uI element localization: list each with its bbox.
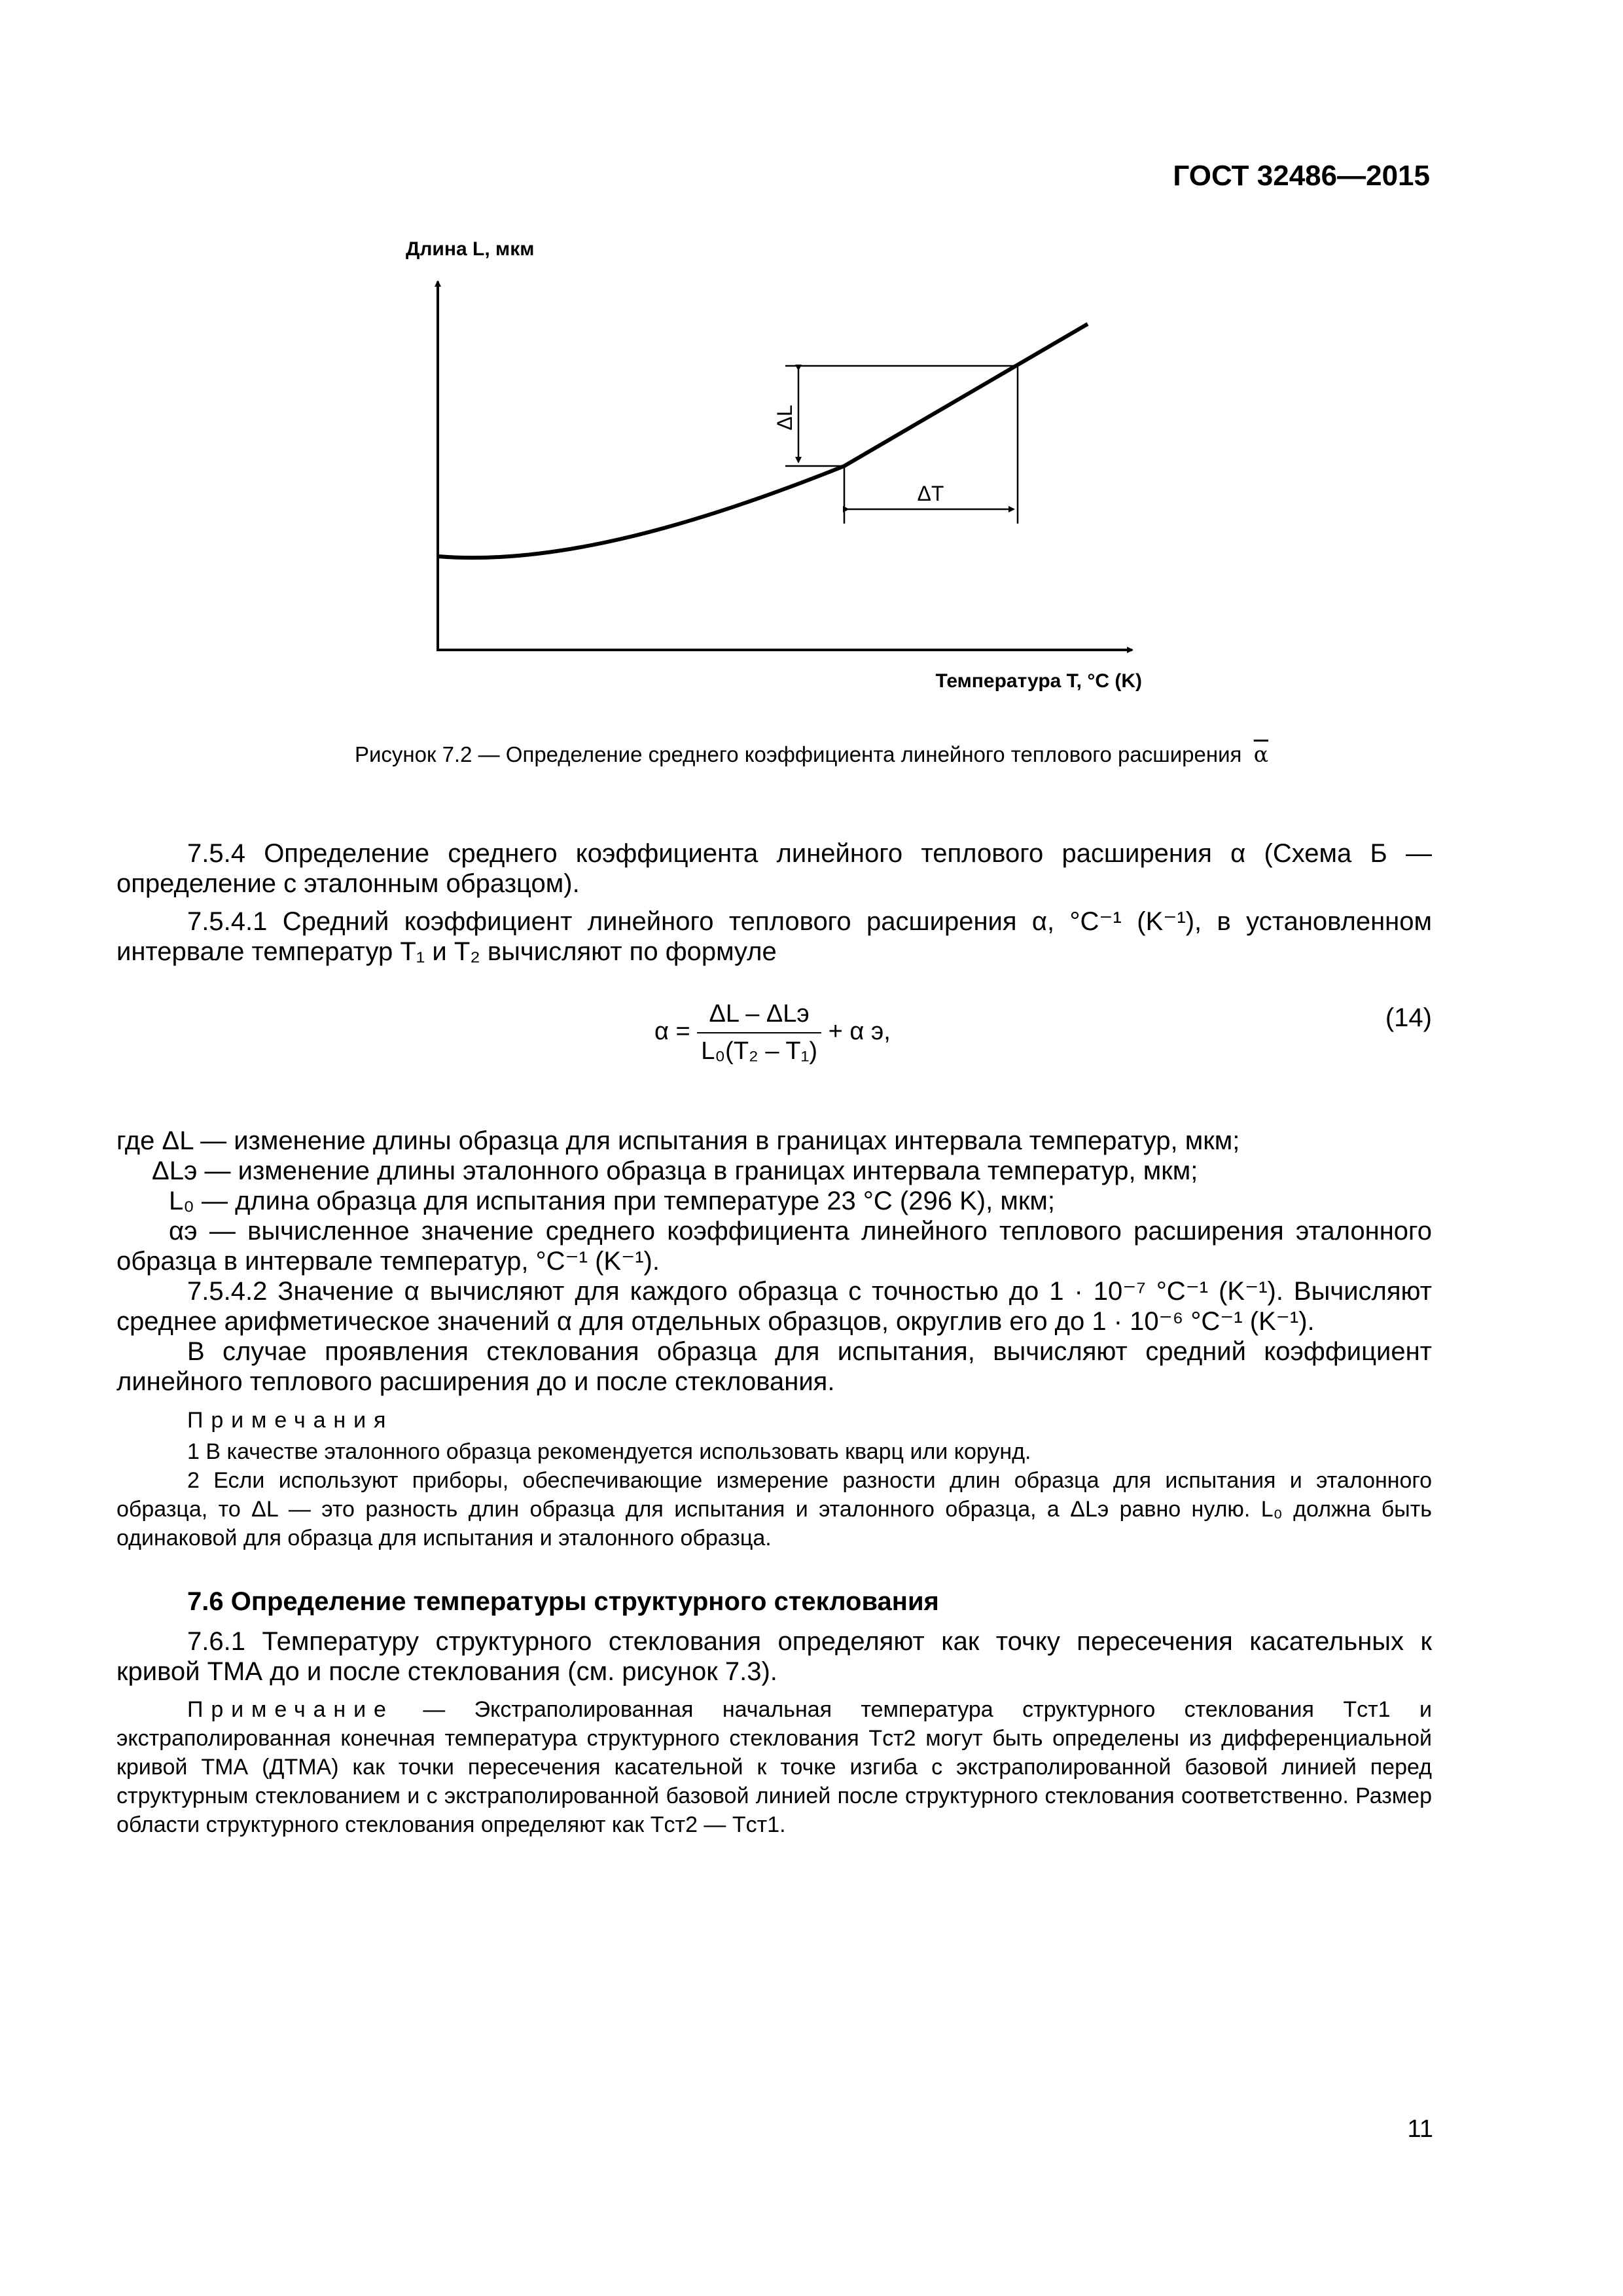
where-line-1: где ΔL — изменение длины образца для испытания в границах интервала температур, мкм; [116,1126,1240,1155]
note-1: 1 В качестве эталонного образца рекомендуется использовать кварц или корунд. [187,1439,1031,1464]
paragraph-7-5-4-2: 7.5.4.2 Значение α вычисляют для каждого образца с точностью до 1 · 10⁻⁷ °C⁻¹ (K⁻¹). Вычисляют среднее арифметическое значений α для отдельных образцов, округлив его до 1 · 10⁻⁶ °C⁻¹ (K⁻¹). [116,1277,1432,1336]
note-7-6: Примечание — Экстраполированная начальная температура структурного стеклования Tст1 и экстраполированная конечная температура структурного стеклования Tст2 могут быть определены из дифференциальной кривой ТМА (ДТМА) как точки пересечения касательной к точке изгиба с экстраполированной базовой линией перед структурным стеклованием и с экстраполированной базовой линией после структурного стеклования соответственно. Размер области структурного стеклования определяют как Tст2 — Tст1. [116,1697,1432,1837]
alpha-bar-symbol: $\overline{\alpha}$ [1253,742,1269,767]
paragraph-7-5-4: 7.5.4 Определение среднего коэффициента линейного теплового расширения α (Схема Б — определение с эталонным образцом). [116,839,1432,898]
equation-number: (14) [1385,1003,1432,1032]
formula-14: α = $\frac{\text{ΔL – ΔLэ}}{\text{L₀(T₂ – T₁)}}$ + α э, [654,1000,891,1065]
x-axis-label: Температура T, °C (K) [935,670,1142,692]
paragraph-glass-transition: В случае проявления стеклования образца для испытания, вычисляют средний коэффициент линейного теплового расширения до и после стеклования. [116,1337,1432,1396]
page-number: 11 [1407,2115,1433,2143]
where-line-2: ΔLэ — изменение длины эталонного образца в границах интервала температур, мкм; [152,1157,1198,1185]
delta-l-label: ΔL [773,404,796,431]
where-line-3: L₀ — длина образца для испытания при температуре 23 °C (296 K), мкм; [169,1187,1055,1215]
where-line-4: αэ — вычисленное значение среднего коэффициента линейного теплового расширения эталонного образца в интервале температур, °C⁻¹ (K⁻¹). [116,1217,1432,1276]
notes-title: Примечания [187,1408,394,1433]
figure-7-2 [393,236,1178,694]
paragraph-7-6-1: 7.6.1 Температуру структурного стеклования определяют как точку пересечения касательных к кривой ТМА до и после стеклования (см. рисунок 7.3). [116,1627,1432,1686]
delta-t-label: ΔT [917,482,944,505]
paragraph-7-5-4-1: 7.5.4.1 Средний коэффициент линейного теплового расширения α, °C⁻¹ (K⁻¹), в установленном интервале температур T₁ и T₂ вычисляют по формуле [116,907,1432,966]
y-axis-label: Длина L, мкм [406,238,535,260]
section-7-6-title: 7.6 Определение температуры структурного стеклования [187,1587,939,1616]
document-header: ГОСТ 32486—2015 [1173,160,1430,192]
note-2: 2 Если используют приборы, обеспечивающие измерение разности длин образца для испытания и эталонного образца, то ΔL — это разность длин образца для испытания и эталонного образца, а ΔLэ равно нулю. L₀ должна быть одинаковой для образца для испытания и эталонного образца. [116,1468,1432,1551]
length-curve [438,324,1088,558]
formula-fraction: $\frac{\text{ΔL – ΔLэ}}{\text{L₀(T₂ – T₁)}}$ [697,1000,821,1066]
figure-caption: Рисунок 7.2 — Определение среднего коэффициента линейного теплового расширения $\overline{\alpha}$ [354,742,1269,767]
